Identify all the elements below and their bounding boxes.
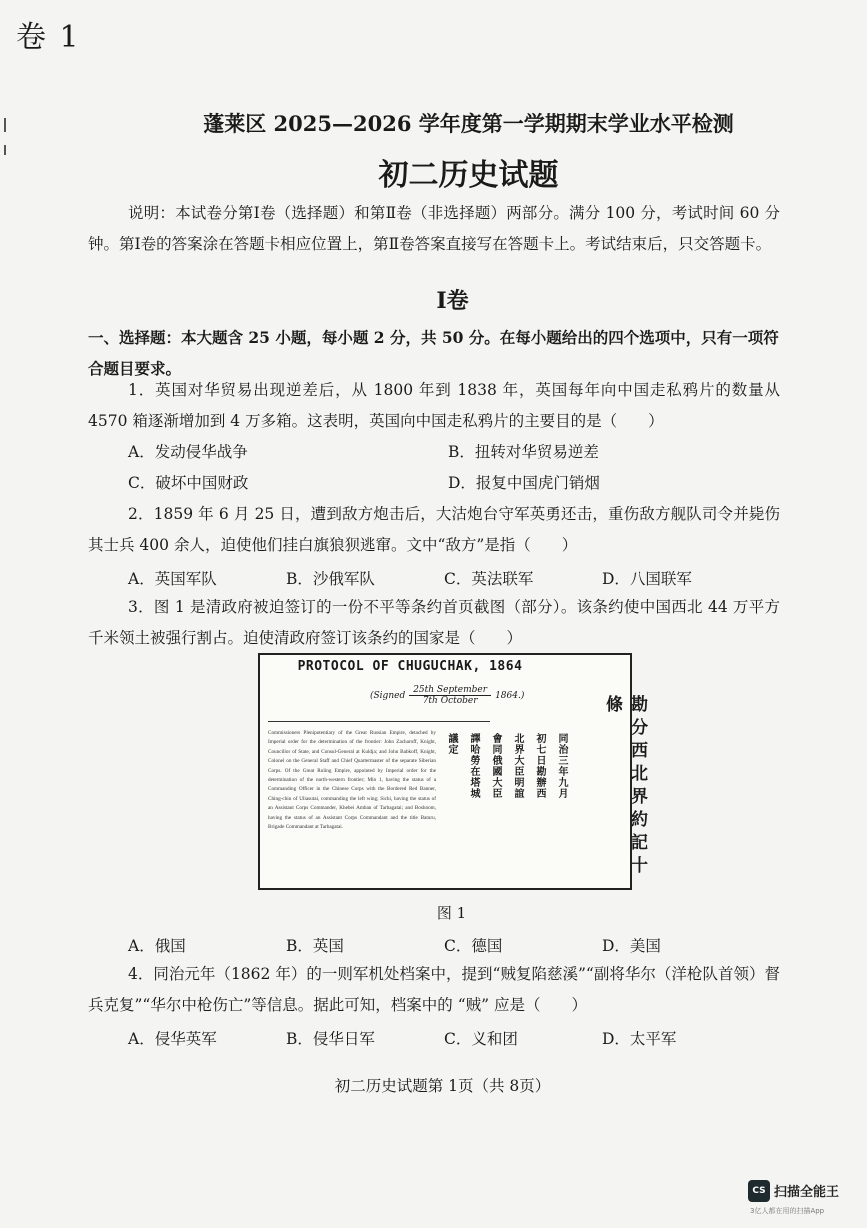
chinese-column: 同治三年九月 [556,733,567,799]
option-c: C．破坏中国财政 [128,474,249,492]
figure-chinese-columns [444,733,569,843]
question-1-options [128,437,768,499]
question-2-options [128,567,768,589]
figure-divider [268,721,490,722]
option-c: C．义和团 [444,1030,518,1048]
option-d: D．太平军 [602,1030,677,1048]
chinese-column: 北界大臣明誼 [512,733,523,799]
option-b: B．英国 [286,937,344,955]
signed-prefix: (Signed [370,690,406,701]
figure-english-text: Commissioners Plenipotentiary of the Great Russian Empire, detached by Imperial order for the determination of the frontier: John Zacharoff, Knight, Councillor of State, and Consul-General at Kuldja; and John Babkoff, Knight, Colonel on the General Staff and Chief Quartermaster of the separate Siberian Corps. Of the Great Ruling Empire, appointed by Imperial order for the determination of the north-western frontier; Min 1, having the status of a Commanding Officer in the Chinese Corps with the Bordered Red Banner, Ching-chin of Uliasutai, commanding the left wing; Sichi, having the status of an Assistant Corps Commander, Khebei Amban of Tarbagatai; and Boshnom, having the status of an Assistant Corps Commandant and the title Baturu, Brigade Commandant at Tarbagatai. [268,730,436,831]
section-title: Ⅰ卷 [436,288,469,314]
signed-year: 1864.) [495,690,525,701]
option-b: B．沙俄军队 [286,570,375,588]
option-b: B．扭转对华贸易逆差 [448,443,599,461]
chinese-column: 譯哈勞在塔城 [468,733,479,799]
page-footer: 初二历史试题第 1页（共 8页） [334,1077,551,1095]
scanner-watermark [748,1178,860,1218]
option-d: D．八国联军 [602,570,692,588]
option-a: A．英国军队 [128,570,217,588]
instructions: 说明：本试卷分第Ⅰ卷（选择题）和第Ⅱ卷（非选择题）两部分。满分 100 分，考试时间 60 分钟。第Ⅰ卷的答案涂在答题卡相应位置上，第Ⅱ卷答案直接写在答题卡上。考试结束后，只交答题卡。 [88,204,780,253]
question-3-stem: 3．图 1 是清政府被迫签订的一份不平等条约首页截图（部分）。该条约使中国西北 44 万平方千米领土被强行割占。迫使清政府签订该条约的国家是（ ） [88,598,780,647]
option-c: C．英法联军 [444,570,534,588]
option-c: C．德国 [444,937,503,955]
option-a: A．侵华英军 [128,1030,217,1048]
figure-caption: 图 1 [436,904,467,922]
option-d: D．美国 [602,937,661,955]
signed-date-top: 25th September [409,685,491,696]
watermark-name: 扫描全能王 [774,1185,840,1200]
option-a: A．俄国 [128,937,186,955]
part-heading: 一、选择题：本大题含 25 小题，每小题 2 分，共 50 分。在每小题给出的四个选项中，只有一项符合题目要求。 [88,328,779,378]
treaty-figure [258,653,647,890]
chinese-column: 議定 [446,733,457,755]
camscanner-logo-icon: CS [748,1180,770,1202]
option-a: A．发动侵华战争 [128,443,248,461]
figure-signed-date [370,685,524,706]
question-3-options [128,934,768,956]
question-1-stem: 1．英国对华贸易出现逆差后，从 1800 年到 1838 年，英国每年向中国走私鸦片的数量从 4570 箱逐渐增加到 4 万多箱。这表明，英国向中国走私鸦片的主要目的是（ ） [88,381,780,430]
exam-title: 蓬莱区 2025—2026 学年度第一学期期末学业水平检测 [203,111,734,136]
chinese-column: 會同俄國大臣 [490,733,501,799]
signed-date-bottom: 7th October [422,696,478,706]
figure-title: PROTOCOL OF CHUGUCHAK, 1864 [297,659,523,674]
volume-label: 卷 1 [16,20,81,55]
subject-title: 初二历史试题 [378,158,559,193]
figure-chinese-heading: 勘分西北界約記十條 [602,695,647,879]
option-d: D．报复中国虎门销烟 [448,474,600,492]
chinese-column: 初七日勘辦西 [534,733,545,799]
question-4-stem: 4．同治元年（1862 年）的一则军机处档案中，提到“贼复陷慈溪”“副将华尔（洋枪队首领）督兵克复”“华尔中枪伤亡”等信息。据此可知，档案中的 “贼” 应是（ ） [88,965,780,1014]
question-4-options [128,1027,768,1049]
option-b: B．侵华日军 [286,1030,375,1048]
watermark-tagline: 3亿人都在用的扫描App [750,1207,825,1215]
question-2-stem: 2．1859 年 6 月 25 日，遭到敌方炮击后，大沽炮台守军英勇还击，重伤敌方舰队司令并毙伤其士兵 400 余人，迫使他们挂白旗狼狈逃窜。文中“敌方”是指（ ） [88,505,780,554]
